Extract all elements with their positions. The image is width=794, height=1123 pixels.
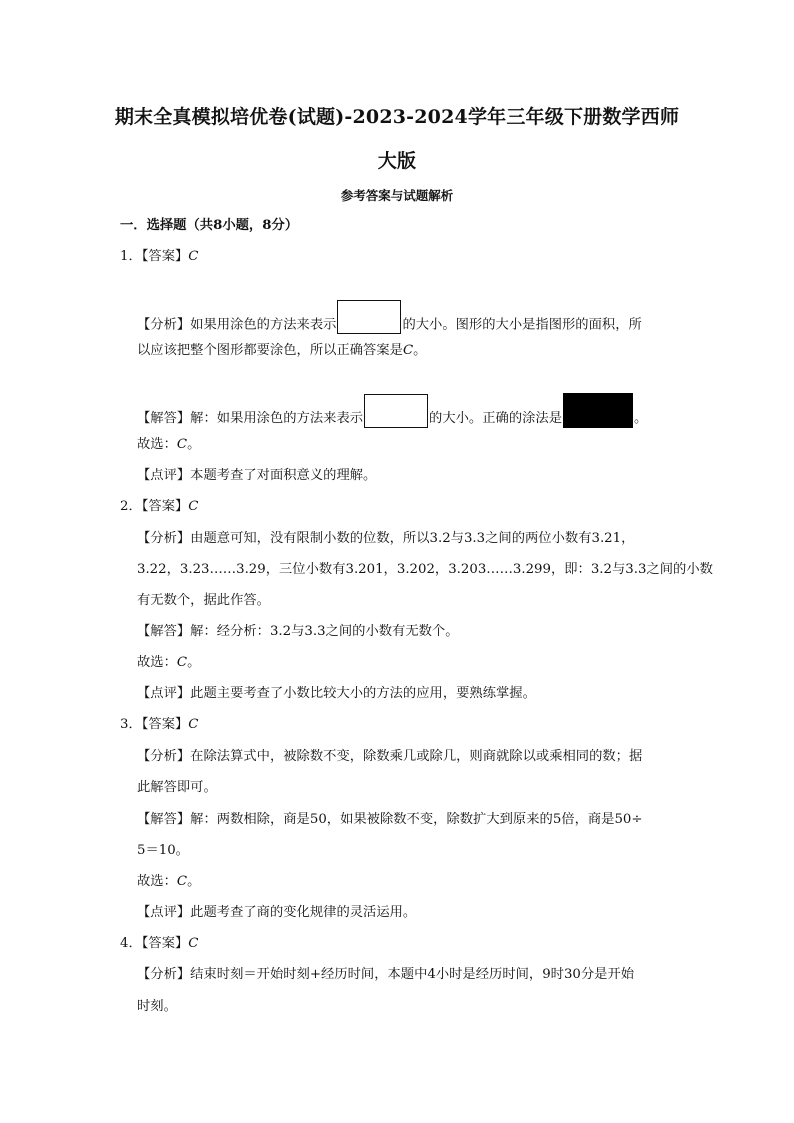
q1-analysis-text-c: 以应该把整个图形都要涂色，所以正确答案是: [137, 343, 403, 358]
q1-analysis-text-a: 【分析】如果用涂色的方法来表示: [137, 317, 337, 333]
q1-analysis-text-b: 的大小。图形的大小是指图形的面积，所: [402, 317, 642, 333]
q2-answer-label: 2．【答案】: [120, 499, 189, 514]
q1-analysis-end: 。: [413, 343, 427, 358]
section-heading: 一．选择题（共8小题，8分）: [120, 218, 299, 233]
q3-choose-label: 故选：: [137, 874, 177, 889]
q2-analysis-line3: 有无数个，据此作答。: [137, 593, 270, 608]
document-title-line1: 期末全真模拟培优卷(试题)-2023-2024学年三年级下册数学西师: [114, 106, 680, 128]
q3-choose: [137, 872, 200, 892]
q1-answer: [120, 247, 198, 267]
q3-comment: 【点评】此题考查了商的变化规律的灵活运用。: [137, 905, 417, 920]
q2-comment: 【点评】此题主要考查了小数比较大小的方法的应用，要熟练掌握。: [137, 686, 536, 701]
q2-choose-label: 故选：: [137, 655, 177, 670]
q1-solution-line: [137, 401, 647, 436]
q3-answer-label: 3．【答案】: [120, 717, 189, 732]
q1-analysis-answer: C: [402, 343, 414, 358]
q1-choose-value: C: [176, 437, 188, 452]
document-title-line2: 大版: [377, 150, 417, 172]
q1-answer-label: 1．【答案】: [120, 249, 189, 264]
q1-analysis-line1: [137, 308, 642, 342]
q3-analysis-line1: 【分析】在除法算式中，被除数不变，除数乘几或除几，则商就除以或乘相同的数；据: [137, 749, 643, 764]
q2-choose-end: 。: [187, 655, 201, 670]
q1-solution-text-b: 的大小。正确的涂法是: [429, 411, 563, 426]
q3-answer: [120, 715, 198, 735]
q2-analysis-line1: 【分析】由题意可知，没有限制小数的位数，所以3.2与3.3之间的两位小数有3.21，: [137, 531, 635, 546]
q3-solution-line1: 【解答】解：两数相除，商是50，如果被除数不变，除数扩大到原来的5倍，商是50÷: [137, 812, 643, 827]
q1-choose: [137, 435, 200, 455]
q3-solution-line2: 5＝10。: [137, 843, 189, 858]
rectangle-filled-figure: [563, 393, 633, 428]
q2-answer: [120, 497, 198, 517]
q2-analysis-line2: 3.22，3.23……3.29，三位小数有3.201，3.202，3.203……3.299，即：3.2与3.3之间的小数: [137, 562, 713, 577]
q2-choose: [137, 653, 200, 673]
q2-answer-value: C: [188, 499, 199, 514]
q3-analysis-line2: 此解答即可。: [137, 780, 217, 795]
q3-answer-value: C: [188, 717, 199, 732]
q3-choose-value: C: [176, 874, 188, 889]
q4-answer-value: C: [188, 936, 199, 951]
q1-solution-text-a: 【解答】解：如果用涂色的方法来表示: [137, 411, 364, 426]
q1-comment: 【点评】本题考查了对面积意义的理解。: [137, 468, 377, 483]
q4-answer-label: 4．【答案】: [120, 936, 189, 951]
q1-analysis-line2: [137, 341, 426, 361]
rectangle-outline-figure-2: [364, 394, 428, 428]
q2-solution: 【解答】解：经分析：3.2与3.3之间的小数有无数个。: [137, 624, 459, 639]
q4-analysis-line2: 时刻。: [137, 999, 177, 1014]
q1-solution-end: 。: [634, 411, 648, 426]
document-subtitle: 参考答案与试题解析: [340, 188, 454, 203]
q1-choose-end: 。: [187, 437, 201, 452]
q2-choose-value: C: [176, 655, 188, 670]
q1-answer-value: C: [188, 249, 199, 264]
q3-choose-end: 。: [187, 874, 201, 889]
q4-answer: [120, 934, 198, 954]
q4-analysis-line1: 【分析】结束时刻＝开始时刻+经历时间，本题中4小时是经历时间，9时30分是开始: [137, 967, 635, 982]
q1-choose-label: 故选：: [137, 437, 177, 452]
rectangle-outline-figure: [337, 300, 401, 334]
